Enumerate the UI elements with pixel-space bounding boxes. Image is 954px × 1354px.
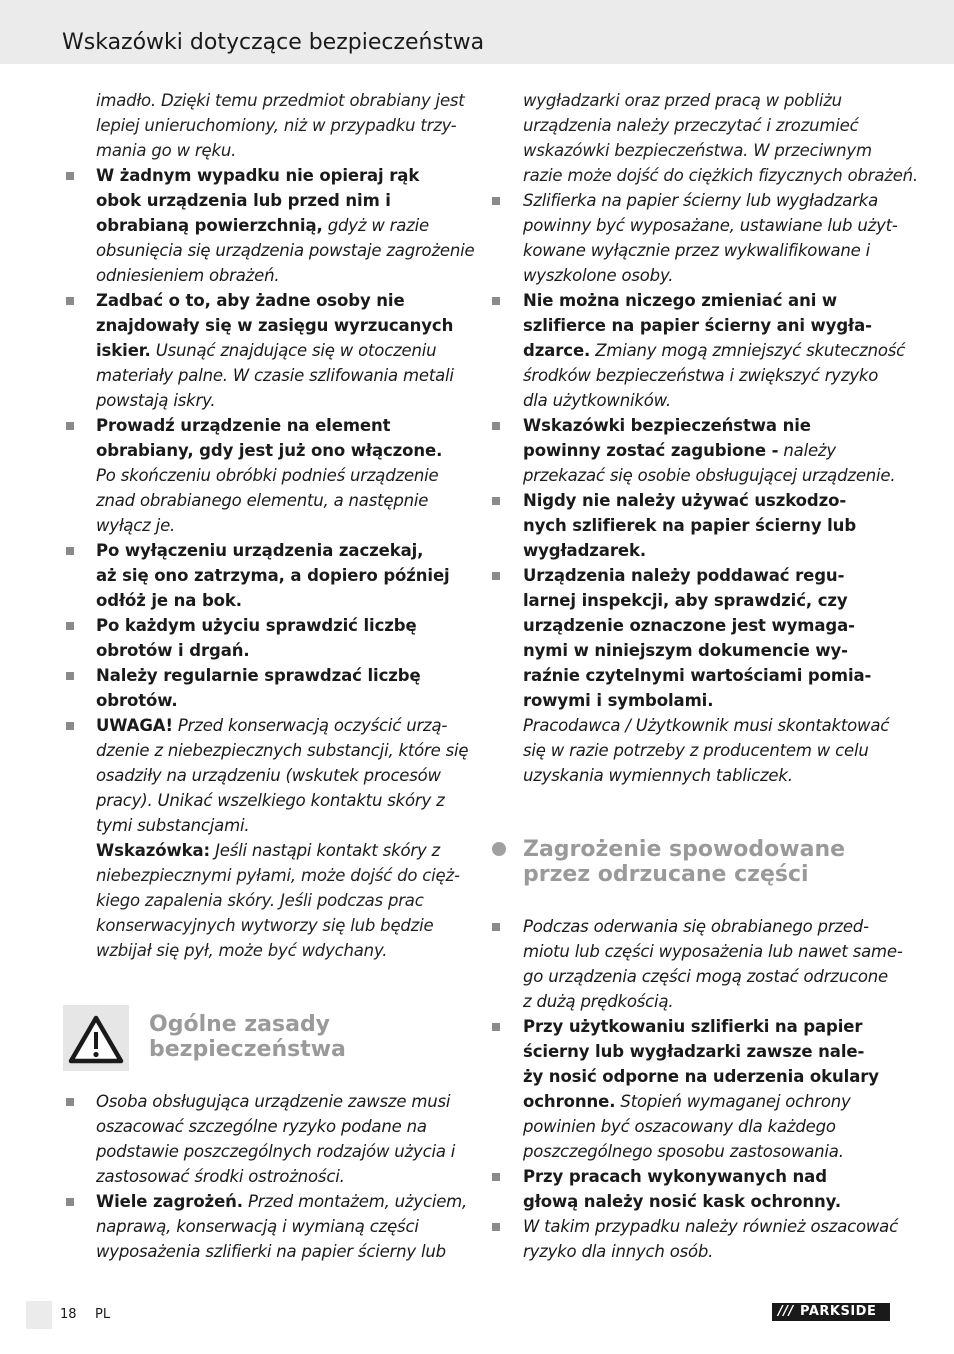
text-line: imadło. Dzięki temu przedmiot obrabiany jest [96,91,465,110]
italic-text: dla użytkowników. [523,391,671,410]
bullet-icon [492,572,500,580]
bullet-icon [492,197,500,205]
bullet-icon [492,297,500,305]
bold-text: odłóż je na bok. [96,591,242,610]
bullet-icon [66,1198,74,1206]
list-item-line [523,388,893,413]
list-item-line [96,1139,466,1164]
italic-text: wyłącz je. [96,516,176,535]
list-item-line [96,1164,466,1189]
logo-brand: PARKSIDE [800,1304,877,1319]
list-item-line [523,1164,893,1189]
text-line: razie może dojść do ciężkich fizycznych obrażeń. [523,166,918,185]
bold-text: Przy użytkowaniu szlifierki na papier [523,1017,863,1036]
list-item-line [96,188,466,213]
list-item-line [523,263,893,288]
list-item-line [523,763,893,788]
bold-text: Zadbać o to, aby żadne osoby nie [96,291,405,310]
bullet-icon [66,172,74,180]
bold-text: ży nosić odporne na uderzenia okulary [523,1067,879,1086]
bullet-icon [492,422,500,430]
italic-text: Usunąć znajdujące się w otoczeniu [150,341,437,360]
bullet-icon [492,923,500,931]
list-item-line [96,1214,466,1239]
bullet-icon [66,422,74,430]
italic-text: kowane wyłącznie przez wykwalifikowane i [523,241,871,260]
list-item-line [96,288,466,313]
text-line: urządzenia należy przeczytać i zrozumieć [523,116,859,135]
list-item-line [96,663,466,688]
list-item-line [96,238,475,263]
list-item-line [523,1214,898,1239]
italic-text: Przed konserwacją oczyścić urzą- [172,716,448,735]
italic-text: ryzyko dla innych osób. [523,1242,714,1261]
section-heading-line: Zagrożenie spowodowane [523,837,846,862]
bold-text: Urządzenia należy poddawać regu- [523,566,845,585]
list-item-line [523,188,893,213]
list-item-line [523,438,893,463]
italic-text: naprawą, konserwacją i wymianą części [96,1217,419,1236]
list-item-line [96,1239,466,1264]
bullet-icon [492,1223,500,1231]
list-item-line [96,413,466,438]
text-line: kiego zapalenia skóry. Jeśli podczas prac [96,891,424,910]
italic-text: powinien być oszacowany dla każdego [523,1117,836,1136]
italic-text: powstają iskry. [96,391,216,410]
list-item-line [523,1114,893,1139]
list-item-line [523,989,893,1014]
bold-text: Prowadź urządzenie na element [96,416,391,435]
bold-text: obrabianą powierzchnią, [96,216,323,235]
list-item-line [96,1114,466,1139]
bold-text: dzarce. [523,341,591,360]
italic-text: gdyż w razie [322,216,429,235]
list-item-line [523,1139,893,1164]
bullet-icon [66,1098,74,1106]
bold-text: Przy pracach wykonywanych nad [523,1167,827,1186]
text-line: niebezpiecznymi pyłami, może dojść do cięż- [96,866,460,885]
bold-text: Nigdy nie należy używać uszkodzo- [523,491,847,510]
page-title: Wskazówki dotyczące bezpieczeństwa [62,30,485,55]
list-item-line [523,463,896,488]
list-item-line [523,1089,893,1114]
list-item-line [523,213,898,238]
section-heading-line: przez odrzucane części [523,862,809,887]
italic-text: pracy). Unikać wszelkiego kontaktu skóry z [96,791,445,810]
italic-text: Przed montażem, użyciem, [242,1192,468,1211]
bullet-icon [66,672,74,680]
list-item-line [523,663,893,688]
text-line: wygładzarki oraz przed pracą w pobliżu [523,91,842,110]
bold-text: powinny zostać zagubione - [523,441,779,460]
italic-text: Jeśli nastąpi kontakt skóry z [210,841,441,860]
bold-text: obrotów. [96,691,178,710]
italic-text: osadziły na urządzeniu (wskutek procesów [96,766,441,785]
bold-text: larnej inspekcji, aby sprawdzić, czy [523,591,848,610]
italic-text: z dużą prędkością. [523,992,674,1011]
italic-text: odniesieniem obrażeń. [96,266,280,285]
text-line: konserwacyjnych wytworzy się lub będzie [96,916,434,935]
list-item-line [96,588,466,613]
bullet-icon [66,547,74,555]
italic-text: przekazać się osobie obsługującej urządzenie. [523,466,896,485]
italic-text: wyposażenia szlifierki na papier ścierny lub [96,1242,446,1261]
list-item-line [523,288,893,313]
italic-text: miotu lub części wyposażenia lub nawet same- [523,942,903,961]
italic-text: go urządzenia części mogą zostać odrzucone [523,967,888,986]
list-item-line [523,1239,893,1264]
list-item-line [96,338,466,363]
italic-text: znad obrabianego elementu, a następnie [96,491,429,510]
list-item-line [523,488,893,513]
footer-box [26,1301,52,1329]
italic-text: Osoba obsługująca urządzenie zawsze musi [96,1092,451,1111]
warning-triangle-icon [63,1005,129,1071]
bold-text: W żadnym wypadku nie opieraj rąk [96,166,420,185]
section-dot-icon [492,842,506,856]
page-number: 18 [60,1307,77,1322]
italic-text: materiały palne. W czasie szlifowania metali [96,366,454,385]
italic-text: Pracodawca / Użytkownik musi skontaktować [523,716,890,735]
list-item-line [96,738,469,763]
list-item-line [523,588,893,613]
list-item-line [96,688,466,713]
warning-box [63,1005,129,1071]
list-item-line [96,438,466,463]
parkside-logo [772,1303,890,1321]
bold-text: obok urządzenia lub przed nim i [96,191,391,210]
list-item-line [96,313,466,338]
bold-text: obrotów i drgań. [96,641,250,660]
italic-text: powinny być wyposażane, ustawiane lub użyt- [523,216,898,235]
list-item-line [96,1189,466,1214]
language-code: PL [95,1307,111,1322]
list-item-line [523,613,893,638]
list-item-line [96,263,466,288]
italic-text: Zmiany mogą zmniejszyć skuteczność [590,341,906,360]
bold-text: ochronne. [523,1092,616,1111]
bold-text: głową należy nosić kask ochronny. [523,1192,841,1211]
list-item-line [96,388,466,413]
italic-text: dzenie z niebezpiecznych substancji, które się [96,741,469,760]
bold-text: Nie można niczego zmieniać ani w [523,291,838,310]
bold-text: iskier. [96,341,151,360]
italic-text: Szlifierka na papier ścierny lub wygładzarka [523,191,879,210]
logo-slashes: /// [778,1304,794,1319]
list-item-line [523,1189,893,1214]
list-item-line [523,939,903,964]
bullet-icon [492,1173,500,1181]
list-item-line [96,788,466,813]
bold-text: ścierny lub wygładzarki zawsze nale- [523,1042,865,1061]
list-item-line [96,538,466,563]
list-item-line [523,313,893,338]
list-item-line [523,538,893,563]
bold-text: aż się ono zatrzyma, a dopiero później [96,566,450,585]
list-item-line [96,638,466,663]
italic-text: obsunięcia się urządzenia powstaje zagrożenie [96,241,475,260]
text-line: lepiej unieruchomiony, niż w przypadku trzy- [96,116,457,135]
bullet-icon [66,622,74,630]
list-item-line [523,1014,893,1039]
italic-text: zastosować środki ostrożności. [96,1167,345,1186]
list-item-line [523,563,893,588]
list-item-line [523,738,893,763]
list-item-line [523,964,893,989]
section-heading-line: Ogólne zasady [149,1012,331,1037]
page-header [0,0,954,64]
note-line [96,838,466,863]
text-line: mania go w ręku. [96,141,237,160]
list-item-line [96,813,466,838]
section-heading-line: bezpieczeństwa [149,1037,346,1062]
list-item-line [96,763,466,788]
bold-text: Wskazówki bezpieczeństwa nie [523,416,811,435]
bold-text: raźnie czytelnymi wartościami pomia- [523,666,872,685]
list-item-line [523,338,906,363]
list-item-line [96,363,466,388]
list-item-line [523,413,893,438]
list-item-line [523,914,893,939]
list-item-line [96,613,466,638]
italic-text: środków bezpieczeństwa i zwiększyć ryzyko [523,366,879,385]
bold-text: wygładzarek. [523,541,646,560]
list-item-line [523,238,893,263]
bold-text: Należy regularnie sprawdzać liczbę [96,666,421,685]
list-item-line [96,463,466,488]
list-item-line [96,563,466,588]
section-heading [523,837,845,887]
section-heading [149,1012,346,1062]
list-item-line [523,1039,893,1064]
italic-text: Stopień wymaganej ochrony [615,1092,851,1111]
bold-text: Po wyłączeniu urządzenia zaczekaj, [96,541,424,560]
bold-text: urządzenie oznaczone jest wymaga- [523,616,855,635]
italic-text: wyszkolone osoby. [523,266,674,285]
list-item-line [523,638,893,663]
list-item-line [96,163,466,188]
list-item-line [96,213,466,238]
italic-text: poszczególnego sposobu zastosowania. [523,1142,844,1161]
list-item-line [523,1064,893,1089]
text-line: wskazówki bezpieczeństwa. W przeciwnym [523,141,872,160]
note-label: Wskazówka: [96,841,211,860]
italic-text: Podczas oderwania się obrabianego przed- [523,917,869,936]
bold-text: nymi w niniejszym dokumencie wy- [523,641,848,660]
italic-text: W takim przypadku należy również oszacować [523,1217,898,1236]
bold-text: szlifierce na papier ścierny ani wygła- [523,316,872,335]
bullet-icon [66,722,74,730]
list-item-line [96,713,466,738]
italic-text: należy [778,441,836,460]
text-line: wzbijał się pył, może być wdychany. [96,941,388,960]
bullet-icon [66,297,74,305]
italic-text: tymi substancjami. [96,816,250,835]
italic-text: się w razie potrzeby z producentem w celu [523,741,869,760]
bold-text: znajdowały się w zasięgu wyrzucanych [96,316,454,335]
list-item-line [523,363,893,388]
bold-text: obrabiany, gdy jest już ono włączone. [96,441,443,460]
bullet-icon [492,497,500,505]
list-item-line [523,513,893,538]
list-item-line [96,488,466,513]
list-item-line [523,688,893,713]
bold-text: Wiele zagrożeń. [96,1192,243,1211]
italic-text: uzyskania wymiennych tabliczek. [523,766,793,785]
list-item-line [96,1089,466,1114]
bold-text: Po każdym użyciu sprawdzić liczbę [96,616,417,635]
bold-text: rowymi i symbolami. [523,691,714,710]
list-item-line [523,713,893,738]
list-item-line [96,513,466,538]
bullet-icon [492,1023,500,1031]
bold-text: nych szlifierek na papier ścierny lub [523,516,857,535]
italic-text: oszacować szczególne ryzyko podane na [96,1117,427,1136]
italic-text: Po skończeniu obróbki podnieś urządzenie [96,466,439,485]
italic-text: podstawie poszczególnych rodzajów użycia i [96,1142,456,1161]
bold-text: UWAGA! [96,716,173,735]
